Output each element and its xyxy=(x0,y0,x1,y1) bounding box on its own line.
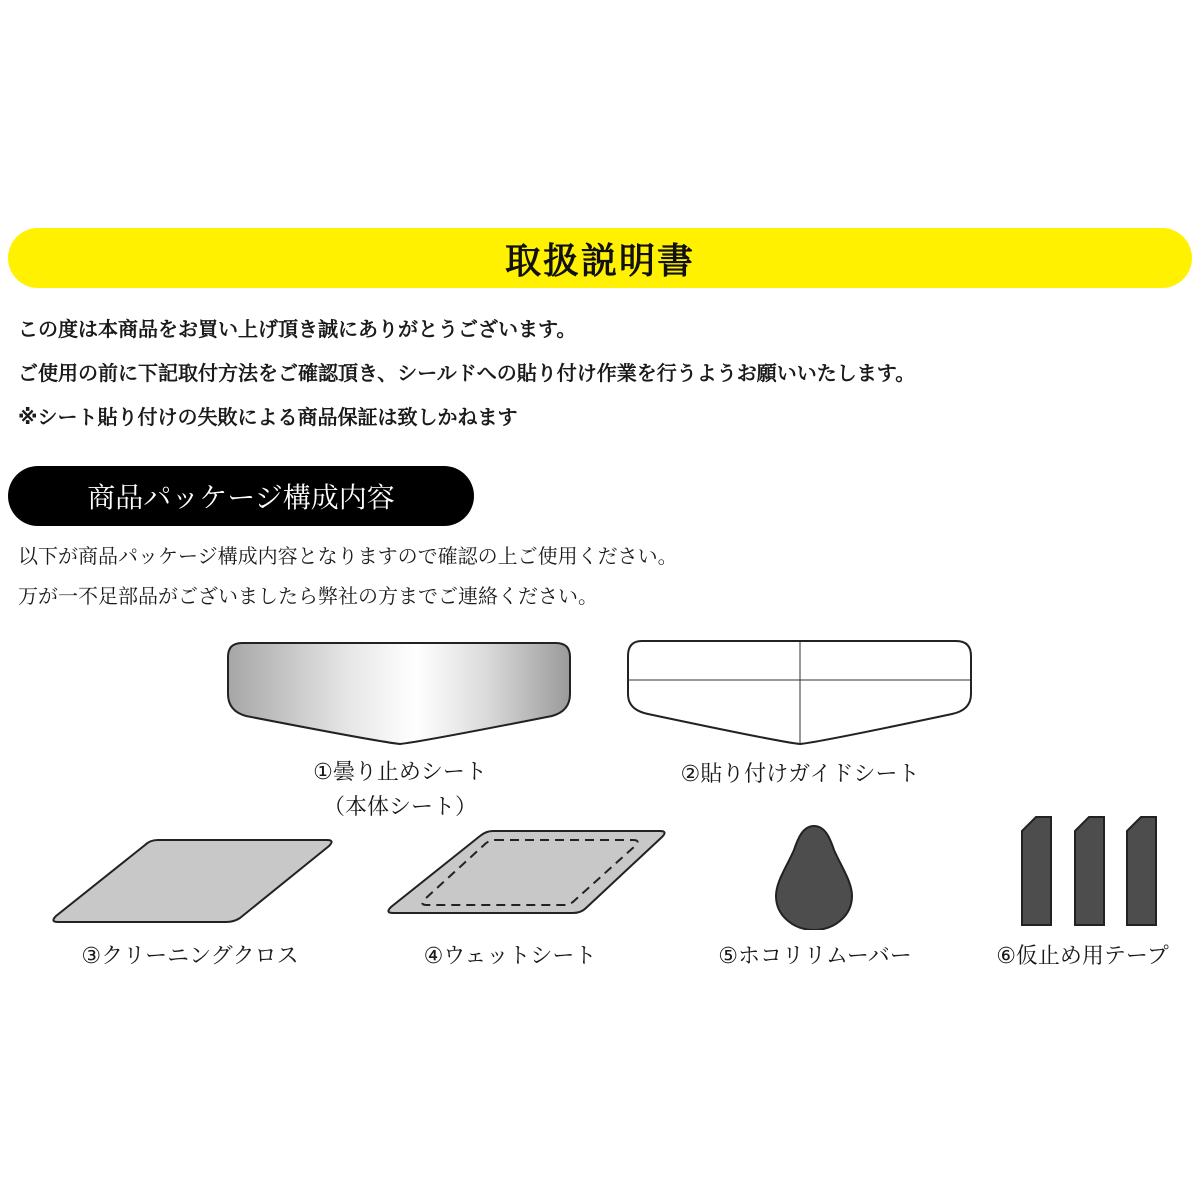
dust-remover-icon xyxy=(776,826,852,930)
item-label-cleaning-cloth: ③クリーニングクロス xyxy=(81,944,299,969)
title-bar xyxy=(8,228,1192,288)
item-label-anti-fog-sheet: ①曇り止めシート xyxy=(313,760,487,785)
item-label-wet-sheet: ④ウェットシート xyxy=(423,944,597,969)
intro-text xyxy=(18,312,1188,444)
page-title: 取扱説明書 xyxy=(504,240,695,282)
intro-line: ※シート貼り付けの失敗による商品保証は致しかねます xyxy=(18,405,518,429)
item-label-dust-remover: ⑤ホコリリムーバー xyxy=(718,944,912,969)
lead-line: 万が一不足部品がございましたら弊社の方までご連絡ください。 xyxy=(18,584,598,608)
section-lead xyxy=(18,540,1188,620)
item-label-tape: ⑥仮止め用テープ xyxy=(996,944,1169,969)
guide-sheet-icon xyxy=(628,641,971,744)
tape-icon xyxy=(1022,817,1156,925)
package-diagram xyxy=(0,630,1200,930)
section-heading xyxy=(8,466,474,526)
intro-line: この度は本商品をお買い上げ頂き誠にありがとうございます。 xyxy=(18,317,577,341)
anti-fog-sheet-icon xyxy=(228,643,570,744)
lead-line: 以下が商品パッケージ構成内容となりますので確認の上ご使用ください。 xyxy=(18,544,678,568)
wet-sheet-icon xyxy=(388,831,664,913)
item-label-guide-sheet: ②貼り付けガイドシート xyxy=(680,762,920,787)
intro-line: ご使用の前に下記取付方法をご確認頂き、シールドへの貼り付け作業を行うようお願いいたします。 xyxy=(18,361,916,385)
cleaning-cloth-icon xyxy=(53,840,331,922)
section-heading-label: 商品パッケージ構成内容 xyxy=(87,481,395,514)
item-sublabel-anti-fog-sheet: （本体シート） xyxy=(322,795,477,820)
